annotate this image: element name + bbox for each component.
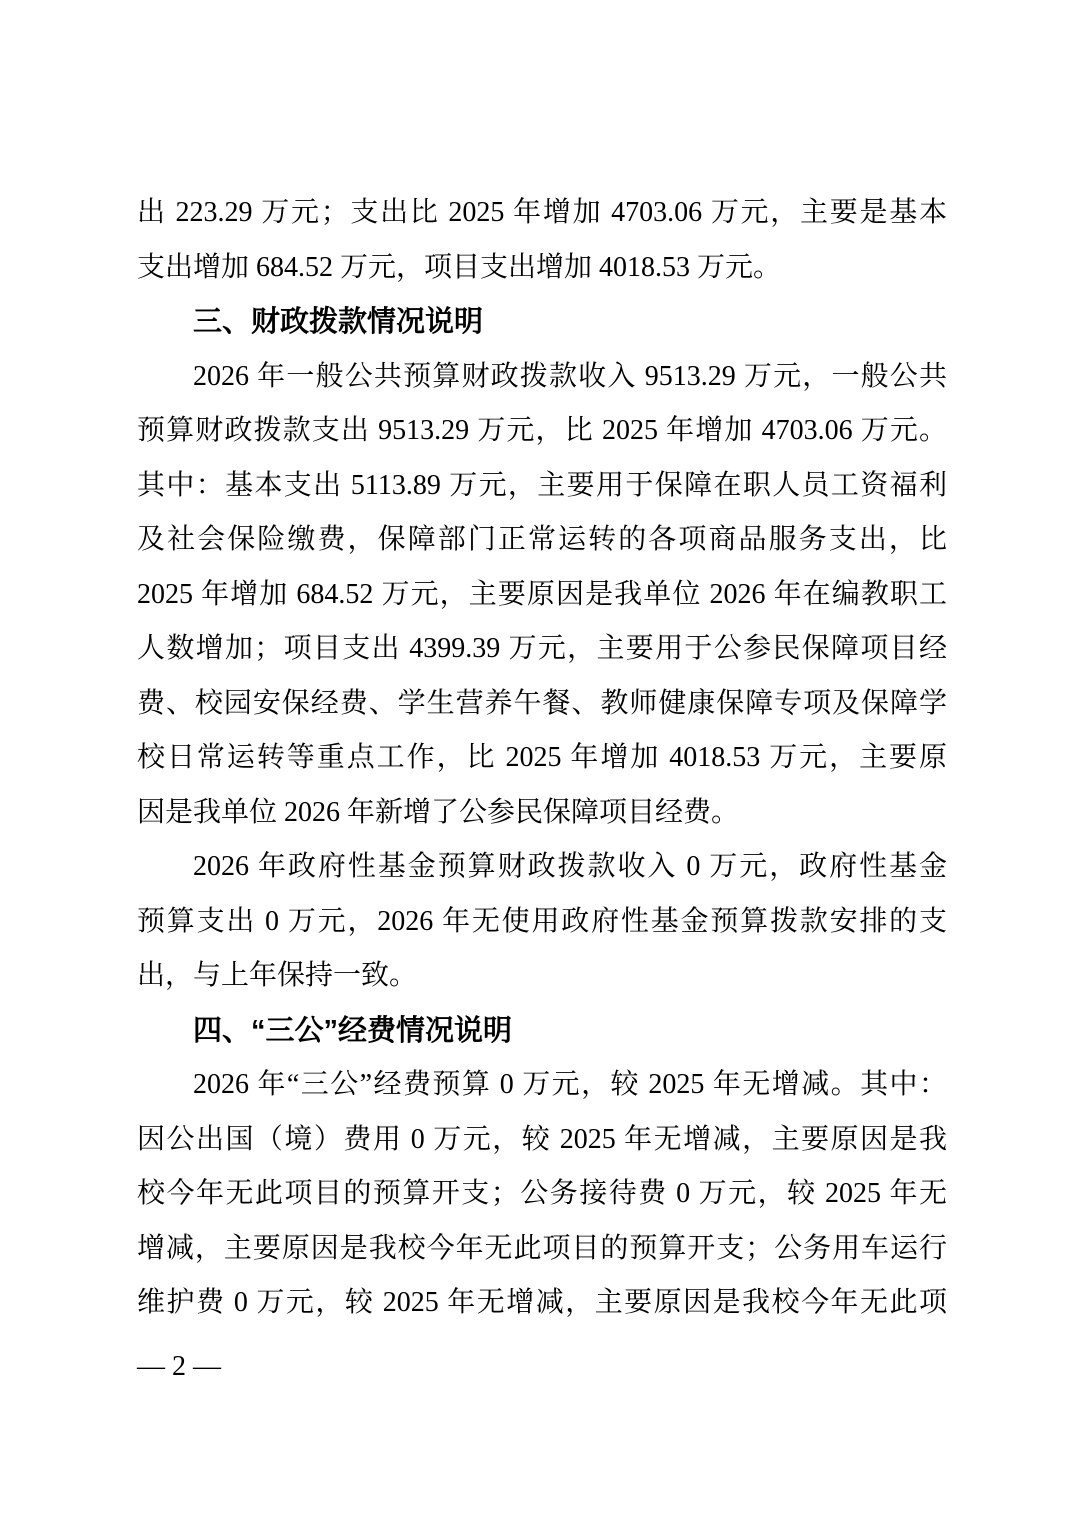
body-line: 其中：基本支出 5113.89 万元，主要用于保障在职人员工资福利 (137, 469, 947, 501)
section-heading-4: 四、“三公”经费情况说明 (193, 1014, 513, 1047)
body-line: 2026 年一般公共预算财政拨款收入 9513.29 万元，一般公共 (193, 360, 947, 392)
body-line: 出 223.29 万元；支出比 2025 年增加 4703.06 万元，主要是基本 (137, 197, 947, 228)
body-line: 2025 年增加 684.52 万元，主要原因是我单位 2026 年在编教职工 (137, 578, 947, 610)
body-line: 人数增加；项目支出 4399.39 万元，主要用于公参民保障项目经 (137, 633, 947, 664)
paragraph (137, 186, 947, 295)
document-body (137, 186, 947, 1331)
paragraph (137, 350, 947, 841)
body-line: 校日常运转等重点工作，比 2025 年增加 4018.53 万元，主要原 (137, 742, 947, 773)
paragraph (137, 840, 947, 1004)
body-line: 预算财政拨款支出 9513.29 万元，比 2025 年增加 4703.06 万元。 (137, 415, 947, 446)
page-number: — 2 — (137, 1351, 221, 1382)
body-line: 出，与上年保持一致。 (137, 960, 418, 991)
body-line: 维护费 0 万元，较 2025 年无增减，主要原因是我校今年无此项 (137, 1287, 947, 1318)
body-line: 因是我单位 2026 年新增了公参民保障项目经费。 (137, 796, 740, 828)
body-line: 2026 年政府性基金预算财政拨款收入 0 万元，政府性基金 (193, 851, 947, 882)
paragraph (137, 1058, 947, 1331)
section-heading-3: 三、财政拨款情况说明 (193, 306, 484, 338)
body-line: 校今年无此项目的预算开支；公务接待费 0 万元，较 2025 年无 (137, 1178, 947, 1209)
body-line: 预算支出 0 万元，2026 年无使用政府性基金预算拨款安排的支 (137, 905, 947, 937)
body-line: 支出增加 684.52 万元，项目支出增加 4018.53 万元。 (137, 251, 782, 283)
body-line: 增减，主要原因是我校今年无此项目的预算开支；公务用车运行 (137, 1232, 947, 1264)
body-line: 费、校园安保经费、学生营养午餐、教师健康保障专项及保障学 (137, 687, 947, 719)
body-line: 因公出国（境）费用 0 万元，较 2025 年无增减，主要原因是我 (137, 1123, 947, 1155)
body-line: 及社会保险缴费，保障部门正常运转的各项商品服务支出，比 (137, 524, 947, 555)
body-line: 2026 年“三公”经费预算 0 万元，较 2025 年无增减。其中： (193, 1069, 947, 1100)
